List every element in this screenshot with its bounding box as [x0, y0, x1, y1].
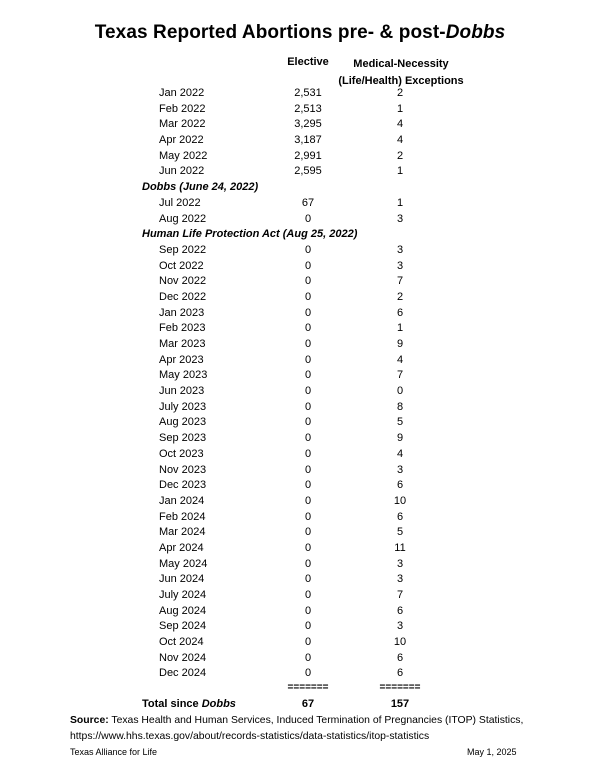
med-necessity-cell: 8: [396, 400, 404, 413]
table-row: [0, 259, 600, 275]
med-necessity-cell: 3: [396, 557, 404, 570]
elective-cell: 0: [304, 243, 312, 256]
med-necessity-cell: 7: [396, 369, 404, 382]
elective-cell: 0: [304, 636, 312, 649]
table-row: [0, 525, 600, 541]
month-cell: Dec 2023: [159, 479, 207, 492]
event-label: Human Life Protection Act (Aug 25, 2022): [142, 228, 358, 241]
month-cell: Mar 2024: [159, 526, 206, 539]
month-cell: Oct 2023: [159, 447, 204, 460]
elective-cell: 2,531: [294, 87, 322, 99]
total-label-text: Total since: [142, 698, 202, 710]
med-necessity-cell: 1: [396, 165, 404, 178]
elective-cell: 0: [304, 385, 312, 398]
med-necessity-cell: 4: [396, 134, 404, 147]
med-necessity-cell: 6: [396, 651, 404, 664]
month-cell: May 2023: [159, 369, 208, 382]
month-cell: July 2023: [159, 400, 207, 413]
month-cell: May 2022: [159, 149, 208, 162]
month-cell: July 2024: [159, 589, 207, 601]
total-label: [142, 698, 236, 710]
med-necessity-cell: 3: [396, 243, 404, 256]
table-row: [0, 415, 600, 431]
med-necessity-cell: 2: [396, 149, 404, 162]
month-cell: Dec 2022: [159, 290, 207, 303]
source-label: Source:: [70, 715, 109, 726]
table-row: [0, 321, 600, 337]
elective-cell: 0: [304, 510, 312, 523]
column-header-elective: Elective: [287, 56, 329, 68]
elective-cell: 0: [304, 479, 312, 492]
table-row: [0, 384, 600, 400]
table-row: [0, 666, 600, 682]
column-header-med-line2: (Life/Health) Exceptions: [338, 75, 464, 87]
med-necessity-cell: 1: [396, 196, 404, 209]
month-cell: Mar 2022: [159, 118, 206, 131]
table-row: [0, 431, 600, 447]
month-cell: Sep 2022: [159, 243, 207, 256]
table-row: [0, 510, 600, 526]
elective-cell: 0: [304, 589, 312, 601]
elective-cell: 0: [304, 557, 312, 570]
month-cell: Oct 2024: [159, 636, 204, 649]
month-cell: Nov 2024: [159, 651, 207, 664]
elective-cell: 0: [304, 463, 312, 476]
source-text: Texas Health and Human Services, Induced Termination of Pregnancies (ITOP) Statistics, https://www.hhs.texas.gov/about/records-statistics/data-statistics/itop-statistics: [70, 715, 524, 742]
elective-cell: 0: [304, 275, 312, 288]
footer-date: May 1, 2025: [467, 747, 517, 757]
elective-cell: 0: [304, 322, 312, 335]
month-cell: Sep 2023: [159, 432, 207, 445]
elective-cell: 0: [304, 620, 312, 633]
table-row: [0, 86, 600, 102]
data-table: [0, 86, 600, 682]
elective-cell: 0: [304, 259, 312, 272]
elective-cell: 0: [304, 573, 312, 586]
med-necessity-cell: 10: [393, 494, 407, 507]
med-necessity-cell: 3: [396, 212, 404, 225]
elective-cell: 3,295: [294, 118, 322, 131]
total-label-italic: Dobbs: [201, 698, 236, 710]
month-cell: Feb 2024: [159, 510, 206, 523]
source-note: [70, 713, 590, 745]
month-cell: Apr 2024: [159, 541, 204, 554]
table-row: [0, 368, 600, 384]
elective-cell: 0: [304, 526, 312, 539]
month-cell: Jan 2022: [159, 87, 205, 99]
med-necessity-cell: 4: [396, 118, 404, 131]
elective-cell: 0: [304, 353, 312, 366]
elective-cell: 0: [304, 447, 312, 460]
page-title: [0, 22, 600, 44]
elective-cell: 3,187: [294, 134, 322, 147]
footer-organization: Texas Alliance for Life: [70, 747, 158, 757]
med-necessity-cell: 4: [396, 447, 404, 460]
elective-cell: 0: [304, 369, 312, 382]
month-cell: Jul 2022: [159, 196, 201, 209]
med-necessity-cell: 9: [396, 338, 404, 350]
med-necessity-cell: 7: [396, 275, 404, 288]
med-necessity-cell: 5: [396, 416, 404, 429]
med-necessity-cell: 6: [396, 479, 404, 492]
month-cell: Oct 2022: [159, 259, 204, 272]
table-row: [0, 557, 600, 573]
month-cell: Dec 2024: [159, 667, 207, 680]
table-row: [0, 149, 600, 165]
table-row: [0, 133, 600, 149]
event-row: [0, 227, 600, 243]
table-row: [0, 353, 600, 369]
month-cell: Aug 2024: [159, 604, 207, 617]
med-necessity-cell: 6: [396, 667, 404, 680]
med-necessity-cell: 6: [396, 306, 404, 319]
month-cell: Nov 2023: [159, 463, 207, 476]
column-header-med-line1: Medical-Necessity: [353, 58, 449, 70]
table-row: [0, 274, 600, 290]
med-necessity-cell: 6: [396, 604, 404, 617]
separator-elective: =======: [287, 682, 329, 693]
table-row: [0, 494, 600, 510]
elective-cell: 0: [304, 400, 312, 413]
total-row: [0, 698, 600, 714]
elective-cell: 0: [304, 212, 312, 225]
month-cell: Aug 2022: [159, 212, 207, 225]
table-row: [0, 196, 600, 212]
month-cell: Aug 2023: [159, 416, 207, 429]
total-med: 157: [390, 698, 410, 710]
elective-cell: 0: [304, 290, 312, 303]
elective-cell: 2,991: [294, 149, 322, 162]
table-row: [0, 212, 600, 228]
elective-cell: 2,595: [294, 165, 322, 178]
table-row: [0, 290, 600, 306]
month-cell: Feb 2022: [159, 102, 206, 115]
month-cell: Nov 2022: [159, 275, 207, 288]
med-necessity-cell: 3: [396, 573, 404, 586]
table-row: [0, 164, 600, 180]
med-necessity-cell: 10: [393, 636, 407, 649]
elective-cell: 0: [304, 338, 312, 350]
med-necessity-cell: 7: [396, 589, 404, 601]
table-row: [0, 619, 600, 635]
event-label: Dobbs (June 24, 2022): [142, 181, 259, 194]
med-necessity-cell: 0: [396, 385, 404, 398]
elective-cell: 0: [304, 432, 312, 445]
month-cell: Jan 2023: [159, 306, 205, 319]
med-necessity-cell: 9: [396, 432, 404, 445]
table-row: [0, 337, 600, 353]
table-row: [0, 117, 600, 133]
table-row: [0, 447, 600, 463]
table-row: [0, 306, 600, 322]
table-row: [0, 651, 600, 667]
elective-cell: 2,513: [294, 102, 322, 115]
med-necessity-cell: 3: [396, 259, 404, 272]
table-row: [0, 541, 600, 557]
med-necessity-cell: 6: [396, 510, 404, 523]
med-necessity-cell: 1: [396, 322, 404, 335]
month-cell: Jun 2023: [159, 385, 205, 398]
elective-cell: 0: [304, 416, 312, 429]
elective-cell: 0: [304, 494, 312, 507]
column-header-medical-necessity: [326, 56, 476, 90]
table-row: [0, 243, 600, 259]
table-row: [0, 604, 600, 620]
elective-cell: 0: [304, 306, 312, 319]
med-necessity-cell: 3: [396, 620, 404, 633]
separator-med: =======: [379, 682, 421, 693]
month-cell: Feb 2023: [159, 322, 206, 335]
elective-cell: 67: [301, 196, 315, 209]
month-cell: Apr 2023: [159, 353, 204, 366]
table-row: [0, 102, 600, 118]
month-cell: Mar 2023: [159, 338, 206, 350]
elective-cell: 0: [304, 667, 312, 680]
med-necessity-cell: 2: [396, 290, 404, 303]
month-cell: Sep 2024: [159, 620, 207, 633]
month-cell: Jun 2024: [159, 573, 205, 586]
title-italic: Dobbs: [445, 22, 506, 43]
med-necessity-cell: 1: [396, 102, 404, 115]
total-elective: 67: [301, 698, 315, 710]
med-necessity-cell: 4: [396, 353, 404, 366]
table-row: [0, 400, 600, 416]
month-cell: May 2024: [159, 557, 208, 570]
table-row: [0, 478, 600, 494]
elective-cell: 0: [304, 604, 312, 617]
event-row: [0, 180, 600, 196]
elective-cell: 0: [304, 651, 312, 664]
med-necessity-cell: 3: [396, 463, 404, 476]
title-main: Texas Reported Abortions pre- & post-: [94, 22, 446, 43]
med-necessity-cell: 2: [396, 87, 404, 99]
month-cell: Jan 2024: [159, 494, 205, 507]
elective-cell: 0: [304, 541, 312, 554]
table-row: [0, 572, 600, 588]
table-row: [0, 588, 600, 604]
table-row: [0, 463, 600, 479]
med-necessity-cell: 11: [394, 541, 406, 554]
month-cell: Apr 2022: [159, 134, 204, 147]
med-necessity-cell: 5: [396, 526, 404, 539]
table-row: [0, 635, 600, 651]
month-cell: Jun 2022: [159, 165, 205, 178]
